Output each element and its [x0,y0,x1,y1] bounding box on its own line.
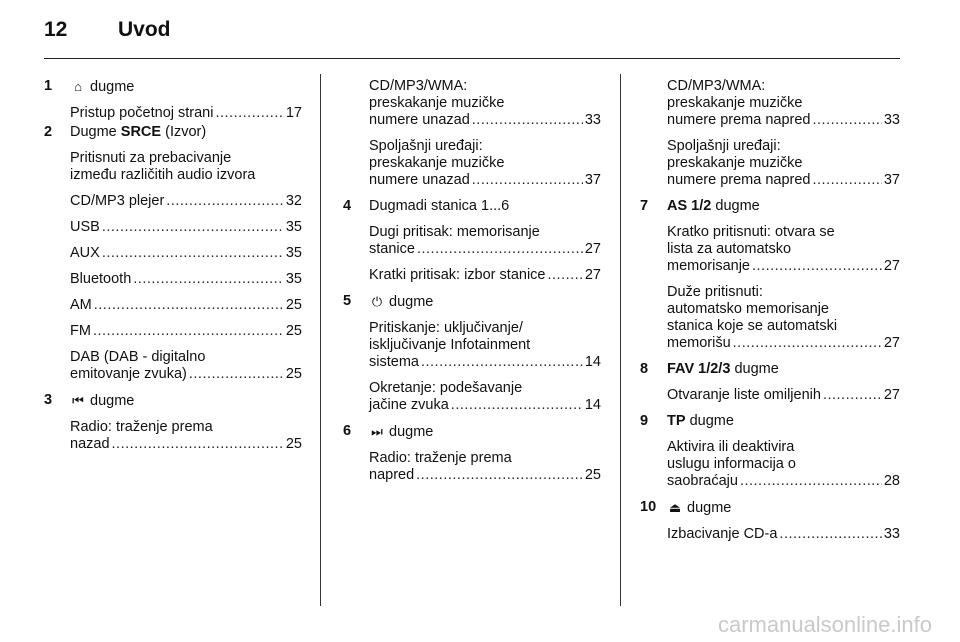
entry-number: 8 [640,361,649,377]
entry-3: 3 ⏮ dugme Radio: traženje prema nazad ..... 25 [44,392,302,453]
toc-line: Bluetooth ..... 35 [70,271,302,288]
entry-10: 10 ⏏ dugme Izbacivanje CD-a ..... 33 [640,499,900,543]
entry-5: 5 ⏻ dugme Pritiskanje: uključivanje/ isključivanje Infotainment sistema ..... 14 Okretanje: podešavanje jačine zvuka ..... 14 [343,293,601,414]
entry-number: 10 [640,499,657,515]
home-icon: ⌂ [74,79,82,94]
toc-line: AM ..... 25 [70,297,302,314]
toc-line: stanice ..... 27 [369,241,601,258]
desc-line: između različitih audio izvora [70,167,256,183]
column-divider-1 [320,74,321,606]
entry-6: 6 ⏭ dugme Radio: traženje prema napred ..... 25 [343,423,601,484]
page-title: Uvod [118,18,171,41]
column-2: CD/MP3/WMA: preskakanje muzičke numere unazad ..... 33 Spoljašnji uređaji: preskakanje muzičke numere unazad ..... 37 4 Dugmadi stanica 1...6 Dugi pritisak: memorisanje stanice ..... 27 Kratki pritisak: izbor stanice ..... 27 5 ⏻ dugme Pritiskanje: uključivanje/ isključivanje Infotainment sistema ..... 14 Okretanje: podešavanje jačine zvuka ..... 14 6 ⏭ dugme Radio: traženje prema napred ..... 25 [343,78,601,484]
entry-number: 4 [343,198,352,214]
toc-line: numere unazad ..... 33 [369,112,601,129]
toc-line: USB ..... 35 [70,219,302,236]
toc-line: jačine zvuka ..... 14 [369,397,601,414]
toc-line: saobraćaju ..... 28 [667,473,900,490]
entry-2: 2 Dugme SRCE (Izvor) Pritisnuti za prebacivanje između različitih audio izvora CD/MP3 plejer ..... 32 USB ..... 35 AUX ..... 35 Bluetooth ..... 35 AM ..... 25 FM ..... 25 DAB (DAB - digitalno emitovanje zvuka) ..... 25 [44,124,302,383]
entry-7: 7 AS 1/2 dugme Kratko pritisnuti: otvara se lista za automatsko memorisanje ..... 27 Duže pritisnuti: automatsko memorisanje stanica koje se automatski memorišu ..... 27 [640,198,900,352]
toc-line: Kratki pritisak: izbor stanice ..... 27 [369,267,601,284]
entry-4: 4 Dugmadi stanica 1...6 Dugi pritisak: memorisanje stanice ..... 27 Kratki pritisak: izbor stanice ..... 27 [343,198,601,284]
entry-number: 5 [343,293,352,309]
entry-8: 8 FAV 1/2/3 dugme Otvaranje liste omiljenih ..... 27 [640,361,900,404]
entry-number: 1 [44,78,53,94]
toc-line: emitovanje zvuka) ..... 25 [70,366,302,383]
column-3: CD/MP3/WMA: preskakanje muzičke numere prema napred ..... 33 Spoljašnji uređaji: preskakanje muzičke numere prema napred ..... 37 7 AS 1/2 dugme Kratko pritisnuti: otvara se lista za automatsko memorisanje ..... 27 Duže pritisnuti: automatsko memorisanje stanica koje se automatski memorišu ..... 27 8 FAV 1/2/3 dugme Otvaranje liste omiljenih ..... 27 9 TP dugme Aktivira ili deaktivira uslugu informacija o saobraćaju ..... 28 10 ⏏ dugme Izbacivanje CD-a ..... 33 [640,78,900,543]
toc-line: Izbacivanje CD-a ..... 33 [667,526,900,543]
seek-back-icon: ⏮ [72,393,84,408]
entry-number: 2 [44,124,53,140]
toc-line: numere prema napred ..... 37 [667,172,900,189]
desc-line: Pritisnuti za prebacivanje [70,150,232,166]
column-1 [44,78,302,453]
entry-number: 6 [343,423,352,439]
toc-line: Pristup početnoj strani ..... 17 [70,105,302,122]
entry-number: 3 [44,392,53,408]
page-number: 12 [44,18,68,41]
entry-9: 9 TP dugme Aktivira ili deaktivira uslugu informacija o saobraćaju ..... 28 [640,413,900,490]
toc-line: memorisanje ..... 27 [667,258,900,275]
toc-line: Otvaranje liste omiljenih ..... 27 [667,387,900,404]
watermark: carmanualsonline.info [717,612,932,637]
toc-line: napred ..... 25 [369,467,601,484]
toc-line: memorišu ..... 27 [667,335,900,352]
toc-line: numere unazad ..... 37 [369,172,601,189]
toc-line: AUX ..... 35 [70,245,302,262]
toc-line: FM ..... 25 [70,323,302,340]
entry-number: 7 [640,198,649,214]
column-divider-2 [620,74,621,606]
toc-line: sistema ..... 14 [369,354,601,371]
desc-line: DAB (DAB - digitalno [70,349,206,365]
toc-line: CD/MP3 plejer ..... 32 [70,193,302,210]
seek-forward-icon: ⏭ [371,424,383,439]
desc-line: Radio: traženje prema [70,419,213,435]
entry-number: 9 [640,413,649,429]
eject-icon: ⏏ [668,500,682,515]
toc-line: nazad ..... 25 [70,436,302,453]
toc-line: numere prema napred ..... 33 [667,112,900,129]
entry-1 [44,78,302,122]
entry-label: dugme [90,79,135,95]
header-rule [44,58,900,59]
power-icon: ⏻ [371,294,383,309]
